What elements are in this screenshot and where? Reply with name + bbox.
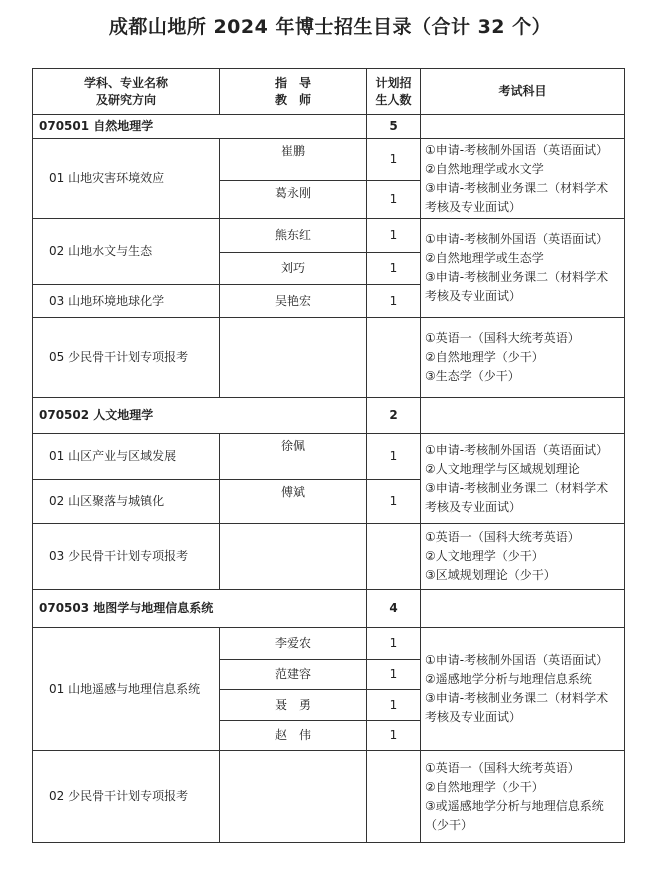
supervisor: 范建容 xyxy=(220,660,367,690)
header-major-line2: 及研究方向 xyxy=(95,92,156,107)
discipline-count: 4 xyxy=(367,590,421,628)
discipline-row xyxy=(33,115,625,139)
header-supervisor-line2: 教 师 xyxy=(274,92,311,107)
empty-cell xyxy=(220,318,367,398)
enrollment-table xyxy=(32,68,625,843)
exam-subjects xyxy=(421,318,625,398)
table-row xyxy=(33,139,625,181)
discipline-count: 2 xyxy=(367,398,421,434)
exam-subject: 考核及专业面试） xyxy=(425,499,522,514)
exam-subject: ③申请-考核制业务课二（材料学术 xyxy=(425,180,609,195)
table-row xyxy=(33,219,625,253)
research-direction: 02 山区聚落与城镇化 xyxy=(33,480,220,524)
supervisor: 吴艳宏 xyxy=(220,285,367,318)
research-direction: 01 山区产业与区域发展 xyxy=(33,434,220,480)
exam-subjects xyxy=(421,751,625,843)
exam-subject: ③生态学（少干） xyxy=(425,369,520,383)
empty-cell xyxy=(367,524,421,590)
quota: 1 xyxy=(367,139,421,181)
discipline-count: 5 xyxy=(367,115,421,139)
exam-subject: ②人文地理学（少干） xyxy=(425,549,544,563)
discipline-row xyxy=(33,590,625,628)
exam-subjects xyxy=(421,524,625,590)
quota: 1 xyxy=(367,628,421,660)
exam-subject: ①申请-考核制外国语（英语面试） xyxy=(425,142,609,157)
quota: 1 xyxy=(367,181,421,219)
discipline-name: 070501 自然地理学 xyxy=(33,115,367,139)
header-major xyxy=(33,69,220,115)
header-supervisor xyxy=(220,69,367,115)
research-direction: 05 少民骨干计划专项报考 xyxy=(33,318,220,398)
exam-subject: ③或遥感地学分析与地理信息系统 xyxy=(425,798,604,813)
exam-subject: ②遥感地学分析与地理信息系统 xyxy=(425,672,592,686)
research-direction: 03 山地环境地球化学 xyxy=(33,285,220,318)
header-supervisor-line1: 指 导 xyxy=(274,75,311,90)
table-row xyxy=(33,524,625,590)
exam-subject: ②人文地理学与区域规划理论 xyxy=(425,461,580,476)
quota: 1 xyxy=(367,660,421,690)
table-header-row xyxy=(33,69,625,115)
exam-subject: ①英语一（国科大统考英语） xyxy=(425,760,580,775)
exam-subject: ②自然地理学或水文学 xyxy=(425,161,544,176)
table-row xyxy=(33,318,625,398)
exam-subjects xyxy=(421,219,625,318)
quota: 1 xyxy=(367,690,421,721)
empty-cell xyxy=(421,115,625,139)
supervisor: 徐佩 xyxy=(220,434,367,480)
empty-cell xyxy=(220,751,367,843)
quota: 1 xyxy=(367,434,421,480)
discipline-name: 070502 人文地理学 xyxy=(33,398,367,434)
exam-subject: ②自然地理学或生态学 xyxy=(425,251,544,265)
research-direction: 02 少民骨干计划专项报考 xyxy=(33,751,220,843)
header-quota-line1: 计划招 xyxy=(375,75,412,90)
exam-subject: ③申请-考核制业务课二（材料学术 xyxy=(425,480,609,495)
research-direction: 01 山地灾害环境效应 xyxy=(33,139,220,219)
exam-subject: ②自然地理学（少干） xyxy=(425,350,544,364)
supervisor: 崔鹏 xyxy=(220,139,367,181)
exam-subjects xyxy=(421,628,625,751)
discipline-row xyxy=(33,398,625,434)
research-direction: 02 山地水文与生态 xyxy=(33,219,220,285)
empty-cell xyxy=(421,590,625,628)
header-exam-subjects: 考试科目 xyxy=(421,69,625,115)
supervisor: 葛永刚 xyxy=(220,181,367,219)
exam-subject: ①英语一（国科大统考英语） xyxy=(425,331,580,345)
table-row xyxy=(33,628,625,660)
supervisor: 聂 勇 xyxy=(220,690,367,721)
supervisor: 赵 伟 xyxy=(220,721,367,751)
exam-subject: ①申请-考核制外国语（英语面试） xyxy=(425,442,609,457)
discipline-name: 070503 地图学与地理信息系统 xyxy=(33,590,367,628)
header-quota-line2: 生人数 xyxy=(375,92,412,107)
exam-subjects xyxy=(421,139,625,219)
exam-subject: ①申请-考核制外国语（英语面试） xyxy=(425,232,609,246)
quota: 1 xyxy=(367,285,421,318)
research-direction: 03 少民骨干计划专项报考 xyxy=(33,524,220,590)
empty-cell xyxy=(367,751,421,843)
supervisor: 李爱农 xyxy=(220,628,367,660)
exam-subject: 考核及专业面试） xyxy=(425,289,522,303)
quota: 1 xyxy=(367,721,421,751)
supervisor: 熊东红 xyxy=(220,219,367,253)
quota: 1 xyxy=(367,480,421,524)
header-major-line1: 学科、专业名称 xyxy=(83,75,168,90)
exam-subject: ③申请-考核制业务课二（材料学术 xyxy=(425,691,609,705)
header-quota xyxy=(367,69,421,115)
exam-subject: ③申请-考核制业务课二（材料学术 xyxy=(425,270,609,284)
supervisor: 傅斌 xyxy=(220,480,367,524)
exam-subject: ②自然地理学（少干） xyxy=(425,779,544,794)
exam-subject: （少干） xyxy=(425,817,474,832)
exam-subject: 考核及专业面试） xyxy=(425,710,522,724)
exam-subjects xyxy=(421,434,625,524)
quota: 1 xyxy=(367,219,421,253)
supervisor: 刘巧 xyxy=(220,253,367,285)
page-title: 成都山地所 2024 年博士招生目录（合计 32 个） xyxy=(108,16,552,38)
exam-subject: ①英语一（国科大统考英语） xyxy=(425,530,580,544)
empty-cell xyxy=(220,524,367,590)
quota: 1 xyxy=(367,253,421,285)
table-row xyxy=(33,751,625,843)
empty-cell xyxy=(367,318,421,398)
exam-subject: ①申请-考核制外国语（英语面试） xyxy=(425,653,609,667)
exam-subject: 考核及专业面试） xyxy=(425,199,522,214)
table-row xyxy=(33,434,625,480)
empty-cell xyxy=(421,398,625,434)
exam-subject: ③区域规划理论（少干） xyxy=(425,568,556,582)
research-direction: 01 山地遥感与地理信息系统 xyxy=(33,628,220,751)
